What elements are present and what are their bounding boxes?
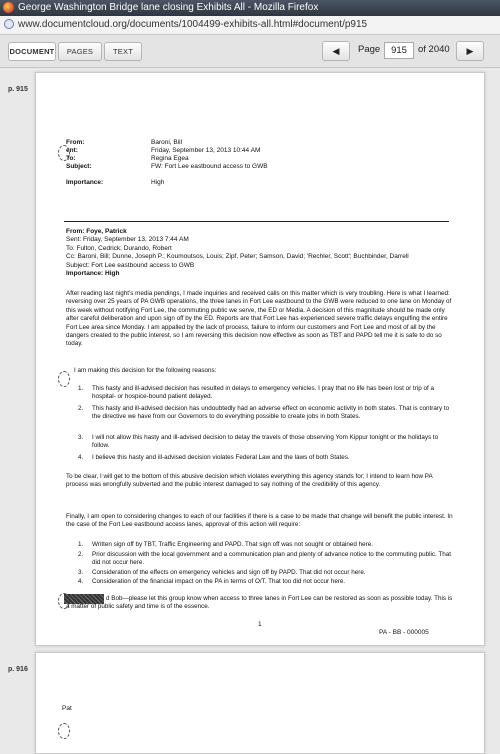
- email-importance: High: [151, 179, 165, 186]
- bates-number: PA - BB - 000005: [379, 629, 429, 636]
- viewer-toolbar: [0, 35, 500, 68]
- forwarded-header: [66, 228, 466, 278]
- reason-item-1: 1. This hasty and ill-advised decision has resulted in delays to emergency vehicles. I pray that no life has been lost or trip of a hospital- or hospice-bound patient delayed.: [78, 385, 434, 401]
- next-page-text: Pat: [62, 705, 72, 712]
- body-paragraph-4: Finally, I am open to considering changes to each of our facilities if there is a case to be made that change will benefit the public interest. In the case of the Fort Lee eastbound access lanes, approval of this action will require:: [66, 513, 453, 529]
- fwd-from: From: Foye, Patrick: [66, 228, 127, 235]
- punch-hole: [58, 371, 70, 387]
- next-page-button[interactable]: [456, 41, 484, 61]
- fwd-sent: Sent: Friday, September 13, 2013 7:44 AM: [66, 236, 189, 244]
- window-title-bar: [0, 0, 500, 16]
- reason-item-2: 2. This hasty and ill-advised decision has undoubtedly had an adverse effect on economic activity in both states. That is contrary to the directive we have from our Governors to do everything possible to create jobs in both States.: [78, 405, 450, 421]
- reason-item-3: 3. I will not allow this hasty and ill-advised decision to delay the travels of those observing Yom Kippur tonight or the holidays to follow.: [78, 434, 439, 450]
- page-label-916: p. 916: [8, 666, 28, 673]
- fwd-to: To: Fulton, Cedrick; Durando, Robert: [66, 244, 172, 252]
- requirement-item-2: 2. Prior discussion with the local government and a communication plan and plenty of advance notice to the commuting public. That did not occur here.: [78, 551, 452, 567]
- requirement-item-3: 3. Consideration of the effects on emergency vehicles and sign off by PAPD. That did not occur here.: [78, 569, 366, 576]
- requirement-item-4: 4. Consideration of the financial impact on the PA in terms of O/T. That too did not occur here.: [78, 578, 346, 585]
- window-title: George Washington Bridge lane closing Exhibits All - Mozilla Firefox: [18, 2, 319, 13]
- fwd-cc: Cc: Baroni, Bill; Dunne, Joseph P.; Koumoutsos, Louis; Zipf, Peter; Samson, David; 'Rechler, Scott'; Buchbinder, Darrell: [66, 253, 409, 261]
- tab-document[interactable]: DOCUMENT: [8, 42, 56, 61]
- right-arrow-icon: ▶: [466, 46, 474, 56]
- previous-page-button[interactable]: [322, 41, 350, 61]
- page-number-input[interactable]: 915: [384, 42, 414, 59]
- address-bar[interactable]: [0, 16, 500, 35]
- body-paragraph-3: To be clear, I will get to the bottom of this abusive decision which violates everything this agency stands for; I intend to learn how PA process was wrongfully subverted and the public interest damaged to say nothing of the credibility of this agency.: [66, 473, 433, 489]
- separator-rule: [64, 221, 449, 222]
- tab-text[interactable]: TEXT: [104, 42, 142, 61]
- requirement-item-1: 1. Written sign off by TBT, Traffic Engineering and PAPD. That sign off was not sought or obtained here.: [78, 541, 373, 548]
- punch-hole: [58, 723, 70, 739]
- firefox-logo-icon: [3, 2, 14, 13]
- body-paragraph-1: After reading last night's media pendings, I made inquiries and received calls on this matter which is very troubling. Here is what I learned: reversing over 25 years of PA GWB operations, the three lanes in Fort Lee eastbound to the GWB were reduced to one lane on Monday of this week without notifying Fort Lee, the commuting public we serve, the ED or Media. A decision of this magnitude should be made only after careful deliberation and upon sign off by the ED. Reports are that Fort Lee has experienced severe traffic delays engulfing the entire Fort Lee area since Monday. I am appalled by the lack of process, failure to inform our customers and Fort Lee and most of all by the dangers created to the public interest, so I am reversing this decision now effective as soon as TBT and PAPD tell me it is safe to do so today.: [66, 290, 452, 348]
- email-subject: FW: Fort Lee eastbound access to GWB: [151, 163, 268, 170]
- body-paragraph-5: d Bob—please let this group know when access to three lanes in Fort Lee can be restored as soon as possible today. This is a matter of public safety and time is of the essence.: [66, 595, 453, 611]
- tab-pages[interactable]: PAGES: [58, 42, 102, 61]
- page-navigator: [322, 41, 482, 61]
- page-label: Page: [358, 44, 381, 55]
- email-from: Baroni, Bill: [151, 139, 183, 146]
- page-label-915: p. 915: [8, 86, 28, 93]
- address-url[interactable]: www.documentcloud.org/documents/1004499-exhibits-all.html#document/p915: [18, 19, 368, 30]
- page-number: 1: [258, 621, 262, 628]
- page-count: of 2040: [418, 44, 450, 55]
- document-page-915: [35, 72, 485, 646]
- fwd-importance: Importance: High: [66, 270, 120, 278]
- reason-item-4: 4. I believe this hasty and ill-advised decision violates Federal Law and the laws of both States.: [78, 454, 350, 461]
- email-to: Regina Egea: [151, 155, 189, 162]
- globe-icon: [4, 19, 14, 29]
- fwd-subject: Subject: Fort Lee eastbound access to GWB: [66, 261, 195, 269]
- email-header: From: Baroni, Bill ent: Friday, September 13, 2013 10:44 AM To: Regina Egea Subject: FW: Fort Lee eastbound access to GWB Importance: High: [66, 139, 268, 186]
- email-sent: Friday, September 13, 2013 10:44 AM: [151, 147, 261, 154]
- body-paragraph-2: I am making this decision for the following reasons:: [74, 367, 217, 374]
- left-arrow-icon: ◀: [332, 46, 340, 56]
